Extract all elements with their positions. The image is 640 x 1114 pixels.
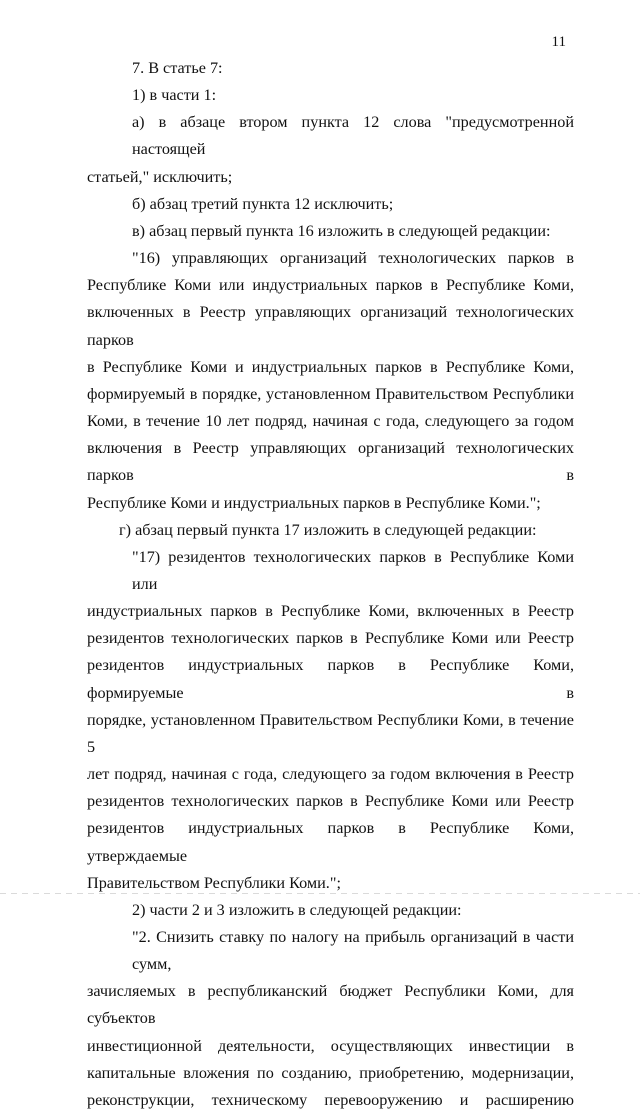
text-line: "16) управляющих организаций технологических парков в bbox=[132, 249, 574, 268]
text-line: резидентов технологических парков в Республике Коми или Реестр bbox=[87, 792, 574, 811]
text-line: 2) части 2 и 3 изложить в следующей редакции: bbox=[132, 900, 462, 919]
text-line: зачисляемых в республиканский бюджет Республики Коми, для субъектов bbox=[87, 982, 574, 1028]
text-line: Коми, в течение 10 лет подряд, начиная с года, следующего за годом bbox=[87, 412, 574, 431]
text-line: 7. В статье 7: bbox=[132, 59, 223, 77]
text-line: формируемый в порядке, установленном Правительством Республики bbox=[87, 384, 574, 403]
text-line: резидентов индустриальных парков в Республике Коми, утверждаемые bbox=[87, 819, 574, 865]
text-line: б) абзац третий пункта 12 исключить; bbox=[132, 194, 394, 213]
text-line: включения в Реестр управляющих организаций технологических парков в bbox=[87, 439, 574, 485]
text-line: Республике Коми или индустриальных парков в Республике Коми, bbox=[87, 276, 574, 295]
text-line: г) абзац первый пункта 17 изложить в следующей редакции: bbox=[119, 520, 537, 539]
text-line: резидентов индустриальных парков в Республике Коми, формируемые в bbox=[87, 656, 574, 702]
text-line: Правительством Республики Коми."; bbox=[87, 873, 341, 892]
text-line: в) абзац первый пункта 16 изложить в следующей редакции: bbox=[132, 221, 551, 240]
document-body bbox=[87, 55, 574, 1114]
text-line: индустриальных парков в Республике Коми, включенных в Реестр bbox=[87, 602, 574, 621]
text-line: "2. Снизить ставку по налогу на прибыль организаций в части сумм, bbox=[132, 928, 574, 974]
text-line: капитальные вложения по созданию, приобретению, модернизации, bbox=[87, 1063, 574, 1082]
text-line: включенных в Реестр управляющих организаций технологических парков bbox=[87, 303, 574, 349]
text-line: резидентов технологических парков в Республике Коми или Реестр bbox=[87, 629, 574, 648]
text-line: инвестиционной деятельности, осуществляющих инвестиции в bbox=[87, 1036, 574, 1055]
text-line: лет подряд, начиная с года, следующего за годом включения в Реестр bbox=[87, 765, 574, 784]
text-line: в Республике Коми и индустриальных парков в Республике Коми, bbox=[87, 357, 574, 376]
scan-edge-artifact bbox=[0, 893, 640, 894]
text-line: Республике Коми и индустриальных парков в Республике Коми."; bbox=[87, 493, 541, 512]
text-line: реконструкции, техническому перевооружению и расширению bbox=[87, 1090, 574, 1109]
page-number: 11 bbox=[551, 34, 566, 50]
text-line: 1) в части 1: bbox=[132, 86, 217, 105]
text-line: "17) резидентов технологических парков в Республике Коми или bbox=[132, 547, 574, 593]
text-line: а) в абзаце втором пункта 12 слова "предусмотренной настоящей bbox=[132, 113, 574, 159]
text-line: статьей," исключить; bbox=[87, 167, 233, 186]
text-line: порядке, установленном Правительством Республики Коми, в течение 5 bbox=[87, 710, 574, 756]
